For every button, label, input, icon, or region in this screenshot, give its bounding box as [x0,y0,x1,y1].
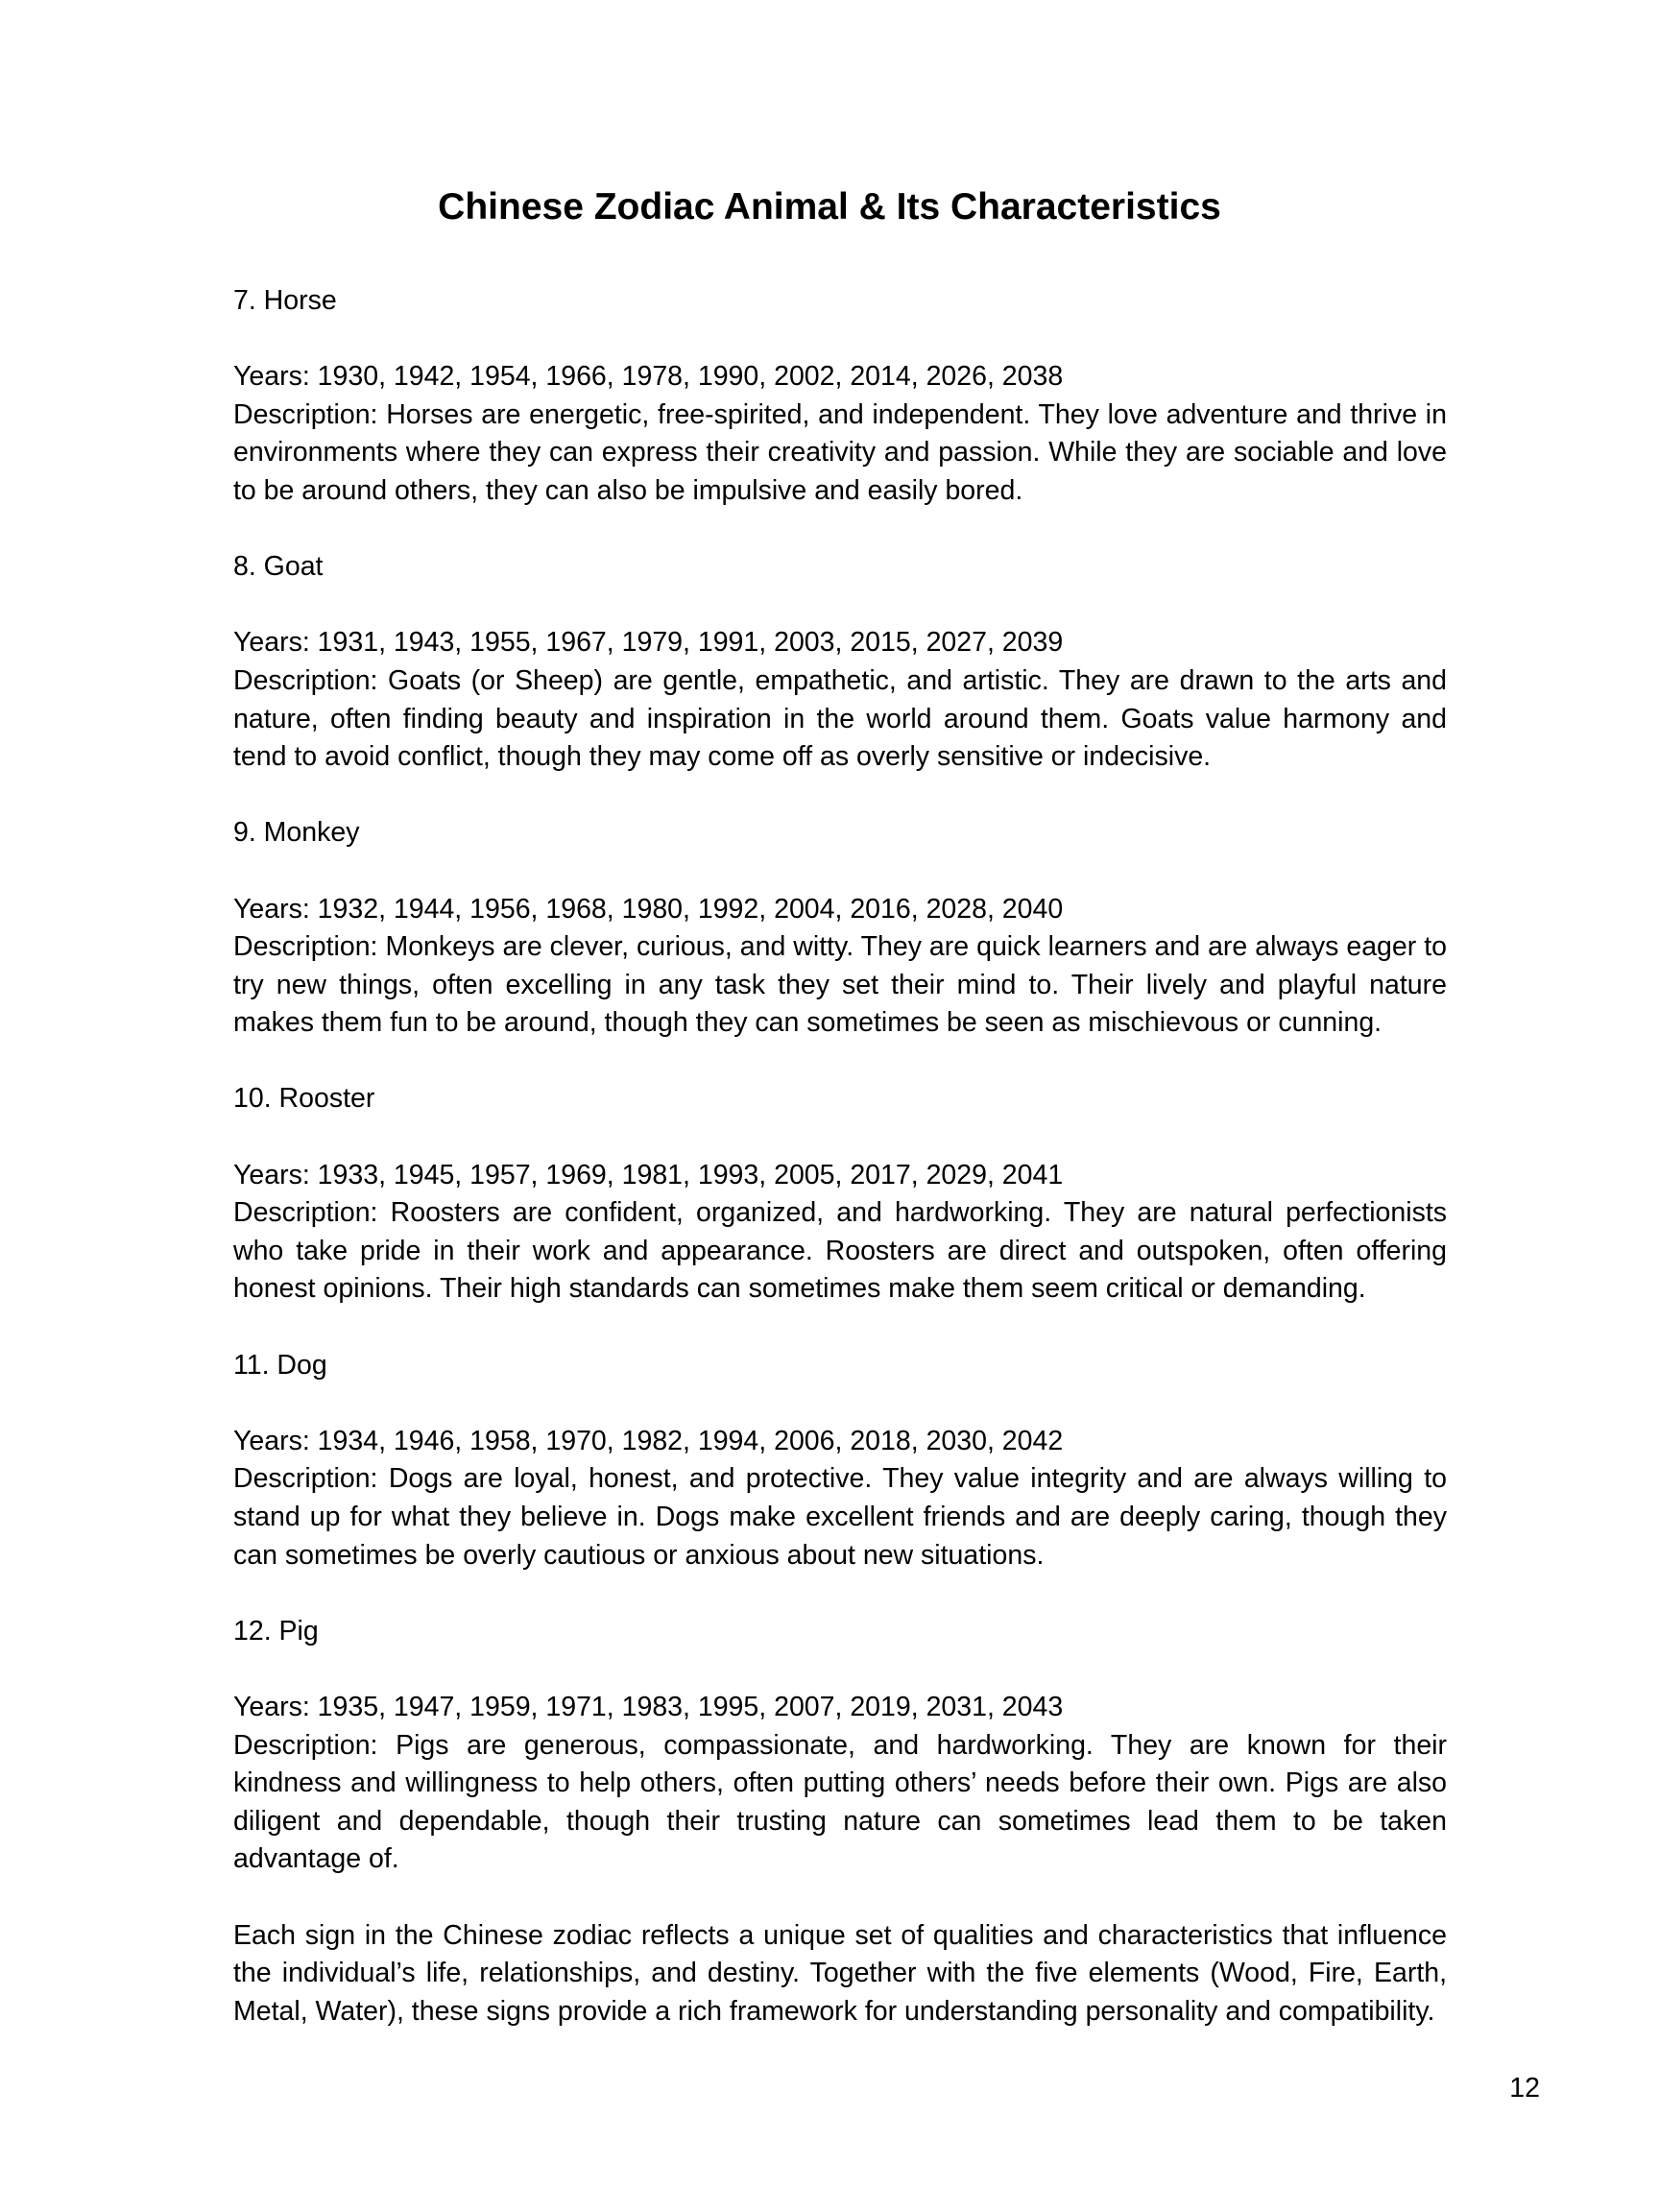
sign-heading: 12. Pig [233,1615,319,1647]
page-title: Chinese Zodiac Animal & Its Characteristics [438,186,1221,228]
sign-years: Years: 1934, 1946, 1958, 1970, 1982, 1994, 2006, 2018, 2030, 2042 [233,1425,1064,1456]
sign-years: Years: 1933, 1945, 1957, 1969, 1981, 1993, 2005, 2017, 2029, 2041 [233,1159,1064,1190]
sign-heading: 9. Monkey [233,817,360,849]
sign-heading: 8. Goat [233,551,324,583]
sign-heading: 11. Dog [233,1349,327,1381]
sign-years: Years: 1930, 1942, 1954, 1966, 1978, 1990, 2002, 2014, 2026, 2038 [233,361,1064,393]
sign-description: Description: Dogs are loyal, honest, and protective. They value integrity and are always willing to stand up for what they believe in. Dogs make excellent friends and are deeply caring, though they can sometimes be overly cautious or anxious about new situations. [233,1463,1447,1571]
sign-years: Years: 1932, 1944, 1956, 1968, 1980, 1992, 2004, 2016, 2028, 2040 [233,893,1064,925]
sign-description: Description: Pigs are generous, compassionate, and hardworking. They are known for their kindness and willingness to help others, often putting others’ needs before their own. Pigs are also diligent and dependable, though their trusting nature can sometimes lead them to be taken advantage of. [233,1729,1447,1875]
sign-years: Years: 1935, 1947, 1959, 1971, 1983, 1995, 2007, 2019, 2031, 2043 [233,1691,1064,1722]
zodiac-section-dog [233,1347,1447,1575]
sign-description: Description: Roosters are confident, organized, and hardworking. They are natural perfectionists who take pride in their work and appearance. Roosters are direct and outspoken, often offering honest opinions. Their high standards can sometimes make them seem critical or demanding. [233,1197,1447,1305]
document-body [233,282,1447,2031]
zodiac-section-rooster [233,1080,1447,1309]
closing-paragraph: Each sign in the Chinese zodiac reflects a unique set of qualities and characteristics that influence the individual’s life, relationships, and destiny. Together with the five elements (Wood, Fire, Earth, Metal, Water), these signs provide a rich framework for understanding personality and compatibility. [233,1919,1447,2027]
zodiac-section-goat [233,548,1447,777]
zodiac-section-pig [233,1613,1447,1879]
page-number: 12 [1509,2073,1540,2104]
sign-description: Description: Monkeys are clever, curious, and witty. They are quick learners and are always eager to try new things, often excelling in any task they set their mind to. Their lively and playful nature makes them fun to be around, though they can sometimes be seen as mischievous or cunning. [233,931,1447,1039]
sign-description: Description: Horses are energetic, free-spirited, and independent. They love adventure and thrive in environments where they can express their creativity and passion. While they are sociable and love to be around others, they can also be impulsive and easily bored. [233,398,1447,506]
sign-years: Years: 1931, 1943, 1955, 1967, 1979, 1991, 2003, 2015, 2027, 2039 [233,627,1064,659]
zodiac-section-horse [233,282,1447,511]
zodiac-section-monkey [233,814,1447,1043]
sign-heading: 7. Horse [233,285,337,316]
sign-description: Description: Goats (or Sheep) are gentle, empathetic, and artistic. They are drawn to the arts and nature, often finding beauty and inspiration in the world around them. Goats value harmony and tend to avoid conflict, though they may come off as overly sensitive or indecisive. [233,664,1447,773]
sign-heading: 10. Rooster [233,1083,375,1115]
